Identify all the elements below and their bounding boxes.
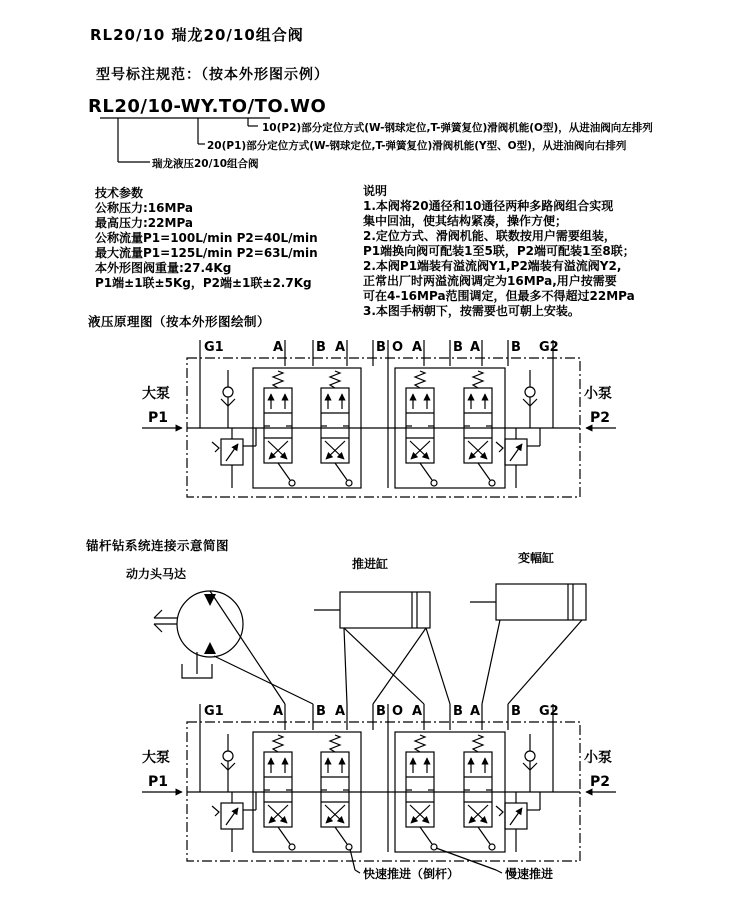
note-line: 1.本阀将20通径和10通径两种多路阀组合实现 [363, 199, 614, 213]
slow-feed-label: 慢速推进 [505, 867, 554, 881]
tech-param-line: 本外形图阀重量:27.4Kg [95, 261, 232, 275]
tech-param-line: 最高压力:22MPa [95, 216, 194, 230]
motor-label: 动力头马达 [126, 567, 187, 581]
hydraulic-motor-icon [154, 591, 243, 657]
note-line: 正常出厂时两溢流阀调定为16MPa,用户按需要 [363, 274, 617, 288]
model-callout-name: 瑞龙液压20/10组合阀 [152, 158, 259, 170]
tech-param-line: 公称流量P1=100L/min P2=40L/min [95, 231, 318, 245]
model-designation: RL20/10-WY.TO/TO.WO [88, 96, 327, 117]
notes-title: 说明 [363, 184, 388, 198]
feed-cylinder-label: 推进缸 [351, 557, 389, 571]
feed-cylinder-icon [314, 592, 430, 628]
luffing-cylinder-icon [470, 584, 586, 620]
hydraulic-schematic-svg [118, 336, 630, 514]
note-line: 集中回油，使其结构紧凑，操作方便； [363, 214, 568, 228]
tech-param-line: 公称压力:16MPa [95, 201, 194, 215]
tech-param-line: 最大流量P1=125L/min P2=63L/min [95, 246, 318, 260]
tech-params-title: 技术参数 [95, 186, 144, 200]
note-line: 3.本图手柄朝下，按需要也可朝上安装。 [363, 304, 580, 318]
schematic-heading: 液压原理图（按本外形图绘制） [88, 314, 271, 329]
note-line: 2.定位方式、滑阀机能、联数按用户需要组装， [363, 229, 616, 243]
note-line: 2.本阀P1端装有溢流阀Y1,P2端装有溢流阀Y2, [363, 259, 622, 273]
fast-feed-label: 快速推进（倒杆） [363, 867, 460, 881]
model-callout-p2: 10(P2)部分定位方式(W-钢球定位,T-弹簧复位)滑阀机能(O型)，从进油阀向左排列 [262, 122, 653, 134]
model-callout-p1: 20(P1)部分定位方式(W-钢球定位,T-弹簧复位)滑阀机能(Y型、O型)，从进油阀向右排列 [207, 140, 627, 152]
note-line: 可在4-16MPa范围调定，但最多不得超过22MPa [363, 289, 635, 303]
note-line: P1端换向阀可配装1至5联，P2端可配装1至8联； [363, 244, 635, 258]
notes-block [363, 184, 635, 319]
luffing-cylinder-label: 变幅缸 [517, 552, 555, 565]
system-diagram-svg [118, 552, 630, 897]
system-diagram-heading: 锚杆钻系统连接示意简图 [86, 538, 230, 553]
page-title: RL20/10 瑞龙20/10组合阀 [90, 26, 304, 44]
model-spec-heading: 型号标注规范：（按本外形图示例） [96, 67, 329, 83]
tank-icon [182, 652, 212, 678]
tech-params-block [95, 186, 318, 291]
tech-param-line: P1端±1联±5Kg，P2端±1联±2.7Kg [95, 276, 312, 290]
